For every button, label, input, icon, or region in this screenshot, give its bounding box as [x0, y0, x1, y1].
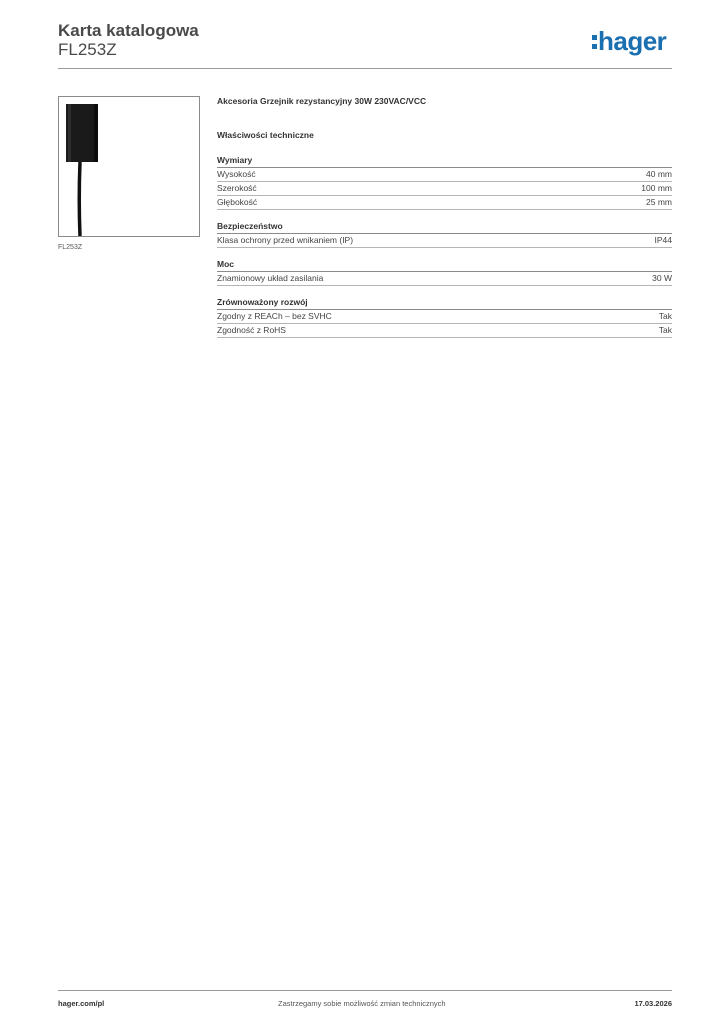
spec-groups [217, 155, 672, 338]
spec-group-title: Bezpieczeństwo [217, 221, 672, 234]
technical-properties-heading: Właściwości techniczne [217, 130, 314, 140]
document-title: Karta katalogowa [58, 21, 199, 40]
spec-label: Klasa ochrony przed wnikaniem (IP) [217, 235, 354, 245]
spec-value: 40 mm [646, 169, 672, 179]
footer-website-link[interactable]: hager.com/pl [58, 999, 105, 1008]
heater-product-icon [59, 97, 199, 236]
logo-dots-icon [592, 27, 597, 49]
spec-group-title: Wymiary [217, 155, 672, 168]
logo-text: hager [598, 26, 667, 56]
spec-value: 25 mm [646, 197, 672, 207]
footer-divider [58, 990, 672, 991]
spec-value: 30 W [652, 273, 672, 283]
spec-value: Tak [658, 325, 672, 335]
spec-group-title: Zrównoważony rozwój [217, 297, 672, 310]
spec-group [217, 221, 672, 248]
spec-row [217, 234, 672, 248]
product-code: FL253Z [58, 40, 117, 59]
footer-date: 17.03.2026 [634, 999, 672, 1008]
spec-group-title: Moc [217, 259, 672, 272]
spec-label: Wysokość [217, 169, 256, 179]
spec-row [217, 196, 672, 210]
spec-row [217, 310, 672, 324]
spec-value: IP44 [654, 235, 672, 245]
spec-row [217, 168, 672, 182]
spec-group [217, 259, 672, 286]
spec-label: Zgodność z RoHS [217, 325, 286, 335]
spec-label: Zgodny z REACh – bez SVHC [217, 311, 332, 321]
spec-content [217, 96, 672, 338]
spec-label: Szerokość [217, 183, 257, 193]
image-caption: FL253Z [58, 244, 83, 251]
product-image [58, 96, 200, 237]
product-title: Akcesoria Grzejnik rezystancyjny 30W 230VAC/VCC [217, 96, 427, 106]
spec-label: Znamionowy układ zasilania [217, 273, 324, 283]
hager-logo [592, 27, 666, 55]
spec-row [217, 182, 672, 196]
spec-row [217, 272, 672, 286]
spec-group [217, 155, 672, 210]
spec-value: Tak [658, 311, 672, 321]
header-divider [58, 68, 672, 69]
footer-disclaimer: Zastrzegamy sobie możliwość zmian technicznych [278, 999, 446, 1008]
spec-label: Głębokość [217, 197, 258, 207]
spec-value: 100 mm [641, 183, 672, 193]
spec-group [217, 297, 672, 338]
spec-row [217, 324, 672, 338]
